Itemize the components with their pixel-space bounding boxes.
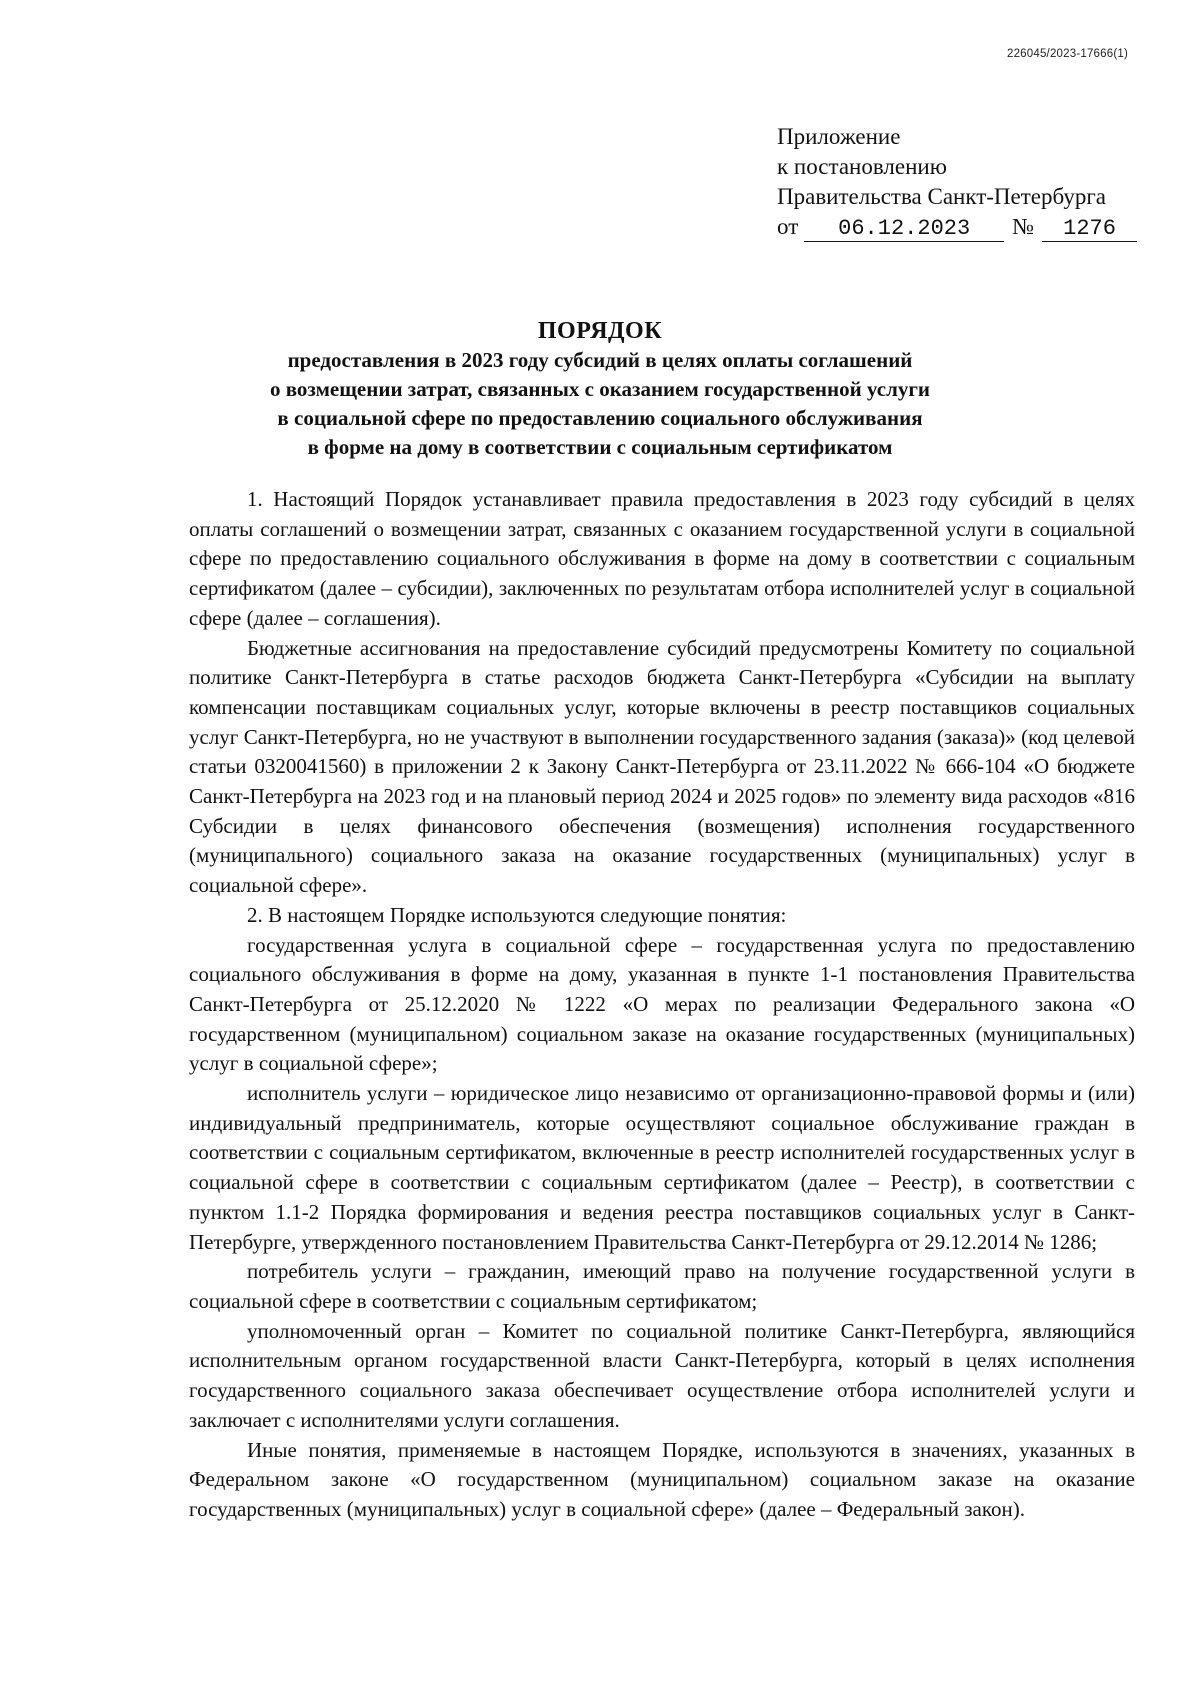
appendix-date-line bbox=[777, 212, 1137, 242]
document-title-block bbox=[90, 316, 1110, 462]
number-prefix: № bbox=[1012, 214, 1035, 239]
date-prefix: от bbox=[777, 214, 799, 239]
document-body bbox=[189, 485, 1135, 1525]
paragraph-other-terms: Иные понятия, применяемые в настоящем Порядке, используются в значениях, указанных в Федеральном законе «О государственном (муниципальном) социальном заказе на оказание государственных (муниципальных) услуг в социальной сфере» (далее – Федеральный закон). bbox=[189, 1437, 1135, 1521]
paragraph-2-definitions: 2. В настоящем Порядке используются следующие понятия: bbox=[247, 902, 787, 927]
resolution-number: 1276 bbox=[1042, 217, 1137, 242]
document-subtitle-line: в форме на дому в соответствии с социальным сертификатом bbox=[307, 435, 893, 459]
appendix-title: Приложение bbox=[777, 124, 901, 149]
definition-authorized-body: уполномоченный орган – Комитет по социальной политике Санкт-Петербурга, являющийся исполнительным органом государственной власти Санкт-Петербурга, который в целях исполнения государственного социального заказа обеспечивает осуществление отбора исполнителей услуги и заключает с исполнителями услуги соглашения. bbox=[189, 1318, 1135, 1432]
definition-service-executor: исполнитель услуги – юридическое лицо независимо от организационно-правовой формы и (или) индивидуальный предприниматель, которые осуществляют социальное обслуживание граждан в соответствии с социальным сертификатом, включенные в реестр исполнителей государственных услуг в социальной сфере в соответствии с социальным сертификатом (далее – Реестр), в соответствии с пунктом 1.1-2 Порядка формирования и ведения реестра поставщиков социальных услуг в Санкт-Петербурге, утвержденного постановлением Правительства Санкт-Петербурга от 29.12.2014 № 1286; bbox=[189, 1081, 1135, 1254]
definition-state-service: государственная услуга в социальной сфере – государственная услуга по предоставлению социального обслуживания в форме на дому, указанная в пункте 1-1 постановления Правительства Санкт-Петербурга от 25.12.2020 № 1222 «О мерах по реализации Федерального закона «О государственном (муниципальном) социальном заказе на оказание государственных (муниципальных) услуг в социальной сфере»; bbox=[189, 932, 1135, 1076]
document-registration-number: 226045/2023-17666(1) bbox=[1006, 48, 1128, 60]
document-title: ПОРЯДОК bbox=[537, 318, 663, 344]
definition-service-consumer: потребитель услуги – гражданин, имеющий право на получение государственной услуги в социальной сфере в соответствии с социальным сертификатом; bbox=[189, 1259, 1135, 1313]
document-subtitle-line: о возмещении затрат, связанных с оказанием государственной услуги bbox=[269, 377, 931, 401]
appendix-reference: к постановлению bbox=[777, 154, 947, 179]
document-subtitle-line: предоставления в 2023 году субсидий в целях оплаты соглашений bbox=[287, 348, 913, 372]
appendix-authority: Правительства Санкт-Петербурга bbox=[777, 184, 1106, 209]
paragraph-budget-allocations: Бюджетные ассигнования на предоставление субсидий предусмотрены Комитету по социальной политике Санкт-Петербурга в статье расходов бюджета Санкт-Петербурга «Субсидии на выплату компенсации поставщикам социальных услуг, которые включены в реестр поставщиков социальных услуг Санкт-Петербурга, но не участвуют в выполнении государственного задания (заказа)» (код целевой статьи 0320041560) в приложении 2 к Закону Санкт-Петербурга от 23.11.2022 № 666-104 «О бюджете Санкт-Петербурга на 2023 год и на плановый период 2024 и 2025 годов» по элементу вида расходов «816 Субсидии в целях финансового обеспечения (возмещения) исполнения государственного (муниципального) социального заказа на оказание государственных (муниципальных) услуг в социальной сфере». bbox=[189, 635, 1135, 898]
appendix-block bbox=[777, 122, 1137, 242]
document-subtitle-line: в социальной сфере по предоставлению социального обслуживания bbox=[277, 406, 923, 430]
paragraph-1-scope: 1. Настоящий Порядок устанавливает правила предоставления в 2023 году субсидий в целях оплаты соглашений о возмещении затрат, связанных с оказанием государственной услуги в социальной сфере по предоставлению социального обслуживания в форме на дому в соответствии с социальным сертификатом (далее – субсидии), заключенных по результатам отбора исполнителей услуг в социальной сфере (далее – соглашения). bbox=[189, 487, 1135, 630]
resolution-date: 06.12.2023 bbox=[804, 217, 1004, 242]
